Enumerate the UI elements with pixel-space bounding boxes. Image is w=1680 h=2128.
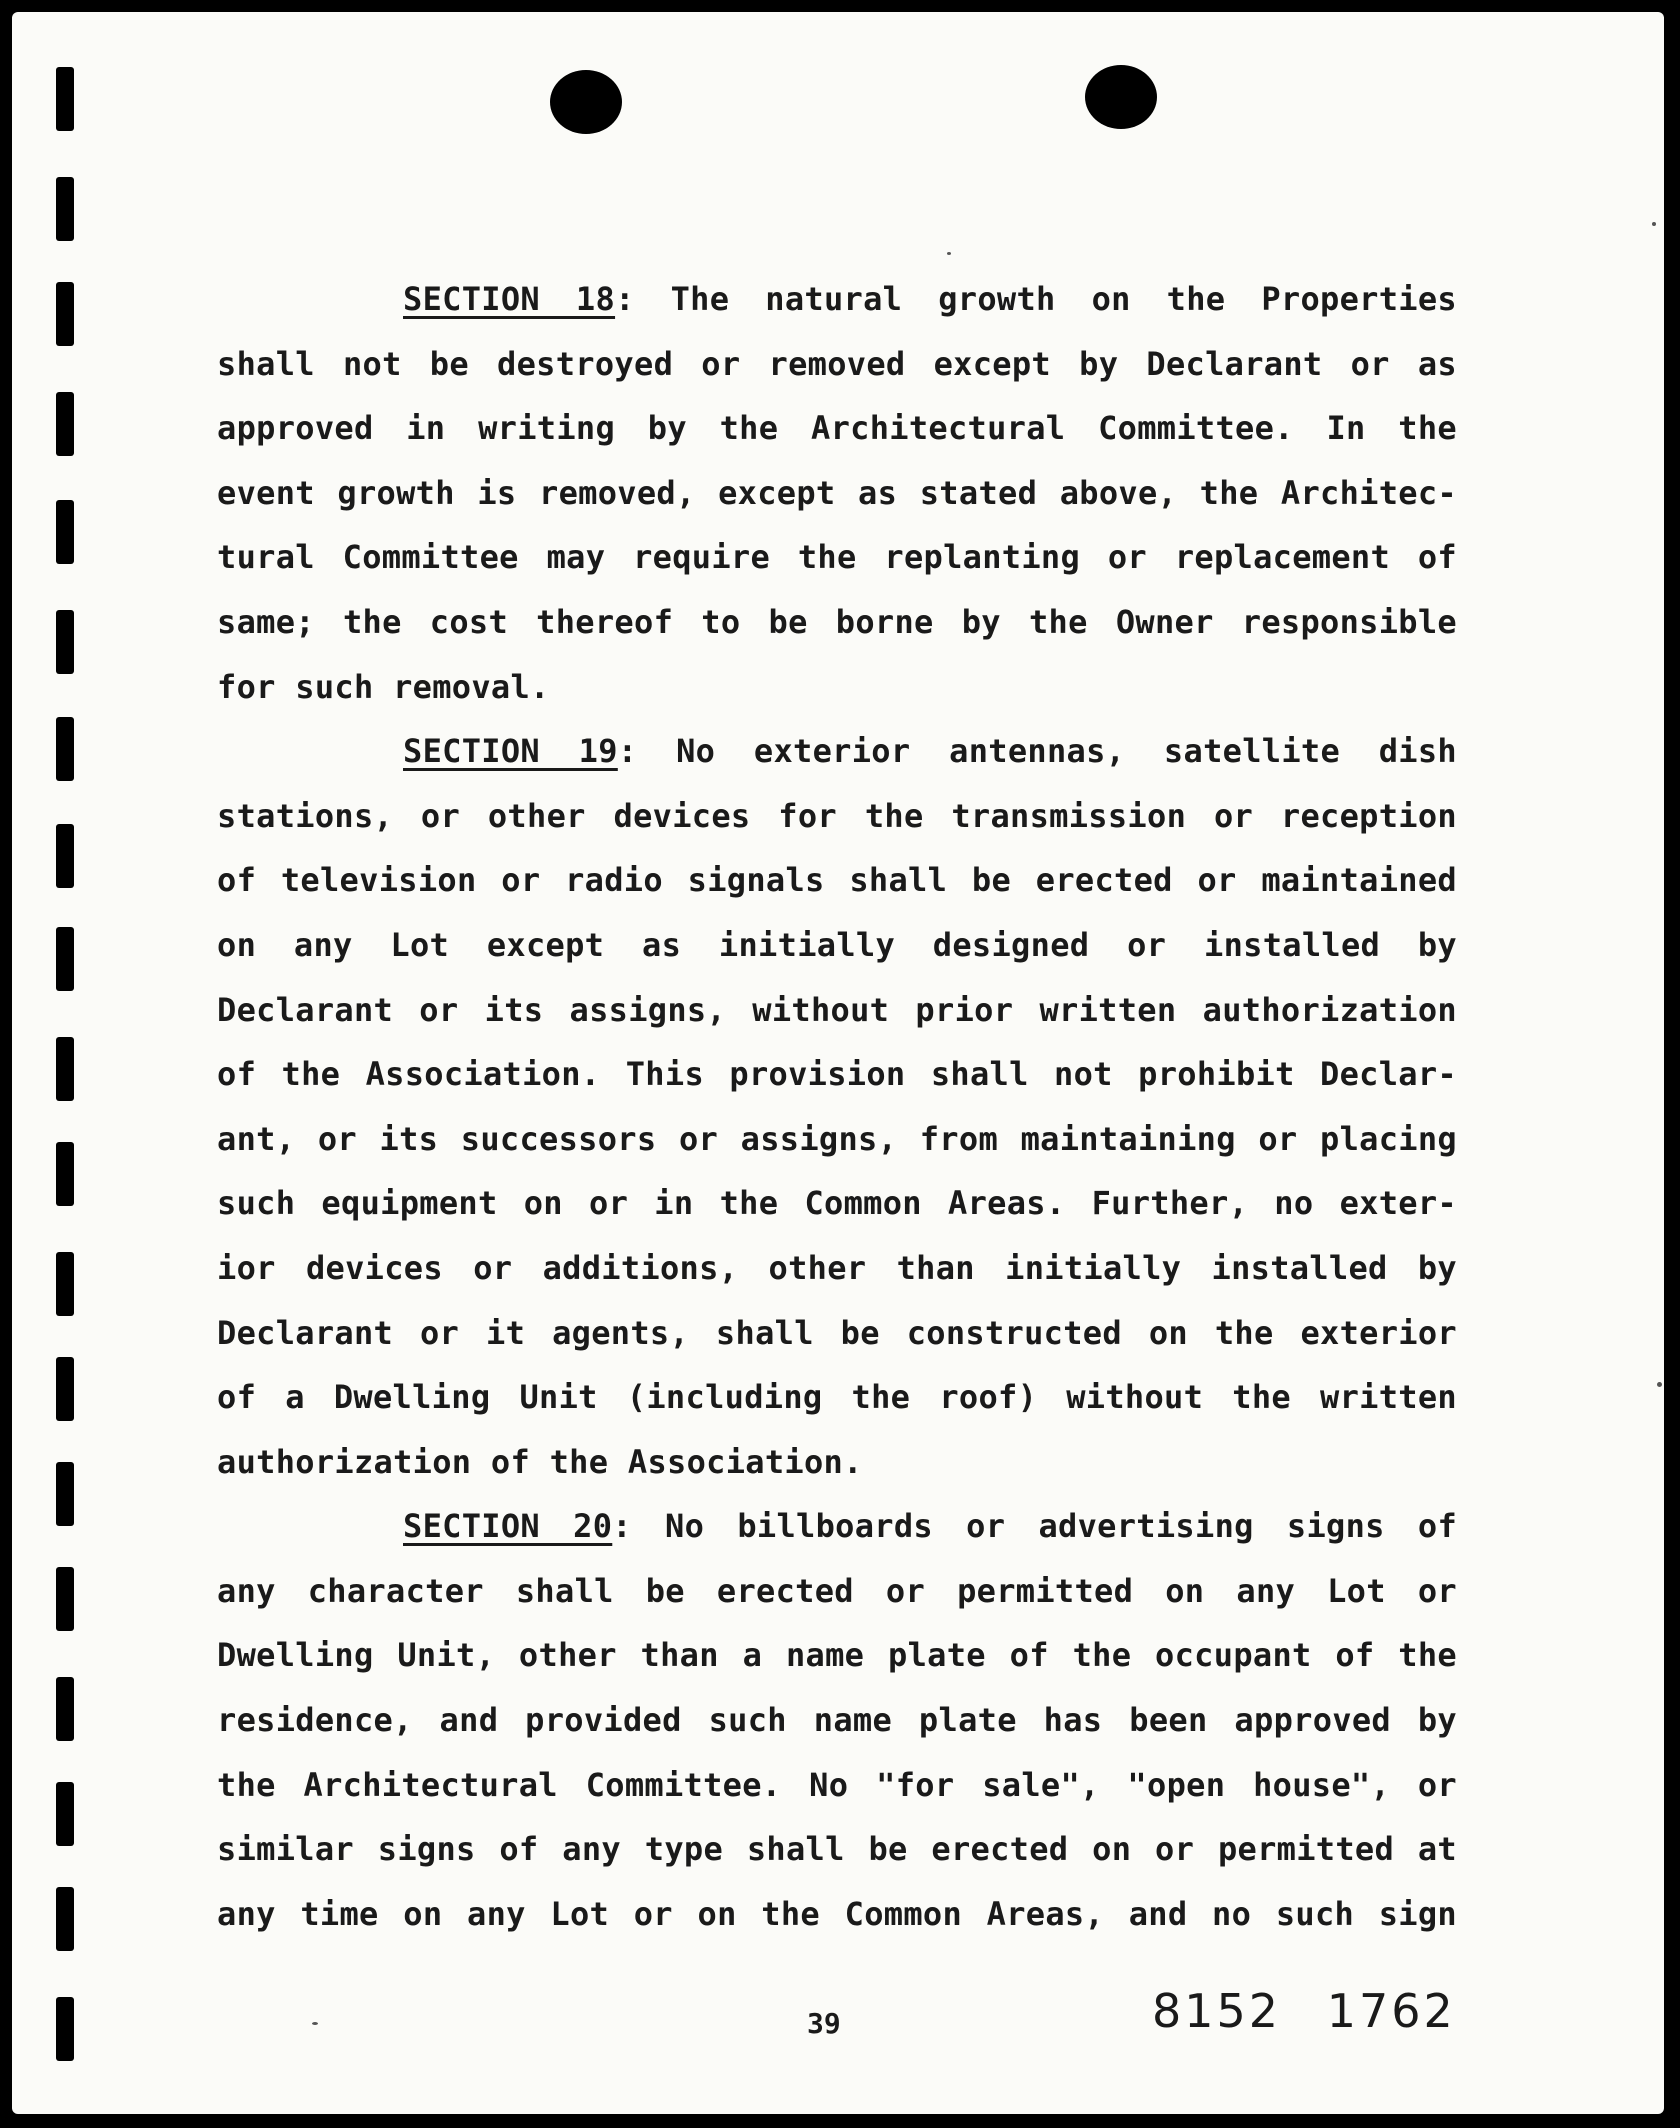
text-line: similar signs of any type shall be erected on or permitted at xyxy=(217,1830,1457,1869)
section-text: : No billboards or advertising signs of xyxy=(612,1507,1458,1546)
text-line: any time on any Lot or on the Common Areas, and no such sign xyxy=(217,1894,1457,1933)
section-heading: SECTION 19 xyxy=(403,732,618,771)
text-line: approved in writing by the Architectural Committee. In the xyxy=(217,409,1457,448)
text-line: event growth is removed, except as stated above, the Architec- xyxy=(217,473,1457,512)
text-line: such equipment on or in the Common Areas. Further, no exter- xyxy=(217,1184,1457,1223)
text-line: on any Lot except as initially designed or installed by xyxy=(217,925,1457,964)
section-text: : No exterior antennas, satellite dish xyxy=(617,732,1457,771)
feed-mark xyxy=(56,177,74,241)
text-line: shall not be destroyed or removed except by Declarant or as xyxy=(217,344,1457,383)
text-line xyxy=(217,1494,1457,1559)
text-line: same; the cost thereof to be borne by the Owner responsible xyxy=(217,602,1457,641)
feed-mark xyxy=(56,927,74,991)
section-heading: SECTION 20 xyxy=(403,1507,613,1546)
feed-mark xyxy=(56,1677,74,1741)
text-line: for such removal. xyxy=(217,667,550,706)
text-line: authorization of the Association. xyxy=(217,1442,863,1481)
scan-speck xyxy=(312,2022,318,2025)
text-line xyxy=(217,719,1457,784)
text-line xyxy=(217,267,1457,332)
feed-mark xyxy=(56,282,74,346)
page-number: 39 xyxy=(807,2007,841,2040)
feed-mark xyxy=(56,500,74,564)
feed-mark xyxy=(56,1252,74,1316)
section-text: : The natural growth on the Properties xyxy=(615,280,1457,318)
punch-hole-left xyxy=(550,70,622,134)
feed-strip xyxy=(56,12,86,2114)
feed-mark xyxy=(56,1997,74,2061)
text-line: ior devices or additions, other than initially installed by xyxy=(217,1248,1457,1287)
scan-speck xyxy=(947,252,951,255)
feed-mark xyxy=(56,1782,74,1846)
feed-mark xyxy=(56,1142,74,1206)
feed-mark xyxy=(56,1462,74,1526)
feed-mark xyxy=(56,1887,74,1951)
text-line: of television or radio signals shall be erected or maintained xyxy=(217,861,1457,900)
scan-speck xyxy=(1652,222,1656,226)
text-line: of the Association. This provision shall not prohibit Declar- xyxy=(217,1055,1457,1094)
document-body xyxy=(217,267,1457,1946)
section-heading: SECTION 18 xyxy=(403,280,616,318)
feed-mark xyxy=(56,1357,74,1421)
text-line: Declarant or it agents, shall be constructed on the exterior xyxy=(217,1313,1457,1352)
text-line: stations, or other devices for the transmission or reception xyxy=(217,796,1457,835)
document-page xyxy=(12,12,1664,2114)
feed-mark xyxy=(56,610,74,674)
feed-mark xyxy=(56,824,74,888)
punch-hole-right xyxy=(1085,65,1157,129)
text-line: any character shall be erected or permitted on any Lot or xyxy=(217,1571,1457,1610)
book-page-number: 8152 1762 xyxy=(1152,1984,1456,2038)
feed-mark xyxy=(56,392,74,456)
text-line: the Architectural Committee. No "for sale", "open house", or xyxy=(217,1765,1457,1804)
text-line: Dwelling Unit, other than a name plate of the occupant of the xyxy=(217,1636,1457,1675)
text-line: residence, and provided such name plate has been approved by xyxy=(217,1701,1457,1740)
text-line: of a Dwelling Unit (including the roof) without the written xyxy=(217,1378,1457,1417)
feed-mark xyxy=(56,717,74,781)
text-line: Declarant or its assigns, without prior written authorization xyxy=(217,990,1457,1029)
scan-speck xyxy=(1657,1382,1662,1387)
feed-mark xyxy=(56,1037,74,1101)
feed-mark xyxy=(56,67,74,131)
text-line: ant, or its successors or assigns, from maintaining or placing xyxy=(217,1119,1457,1158)
text-line: tural Committee may require the replanting or replacement of xyxy=(217,538,1457,577)
feed-mark xyxy=(56,1567,74,1631)
